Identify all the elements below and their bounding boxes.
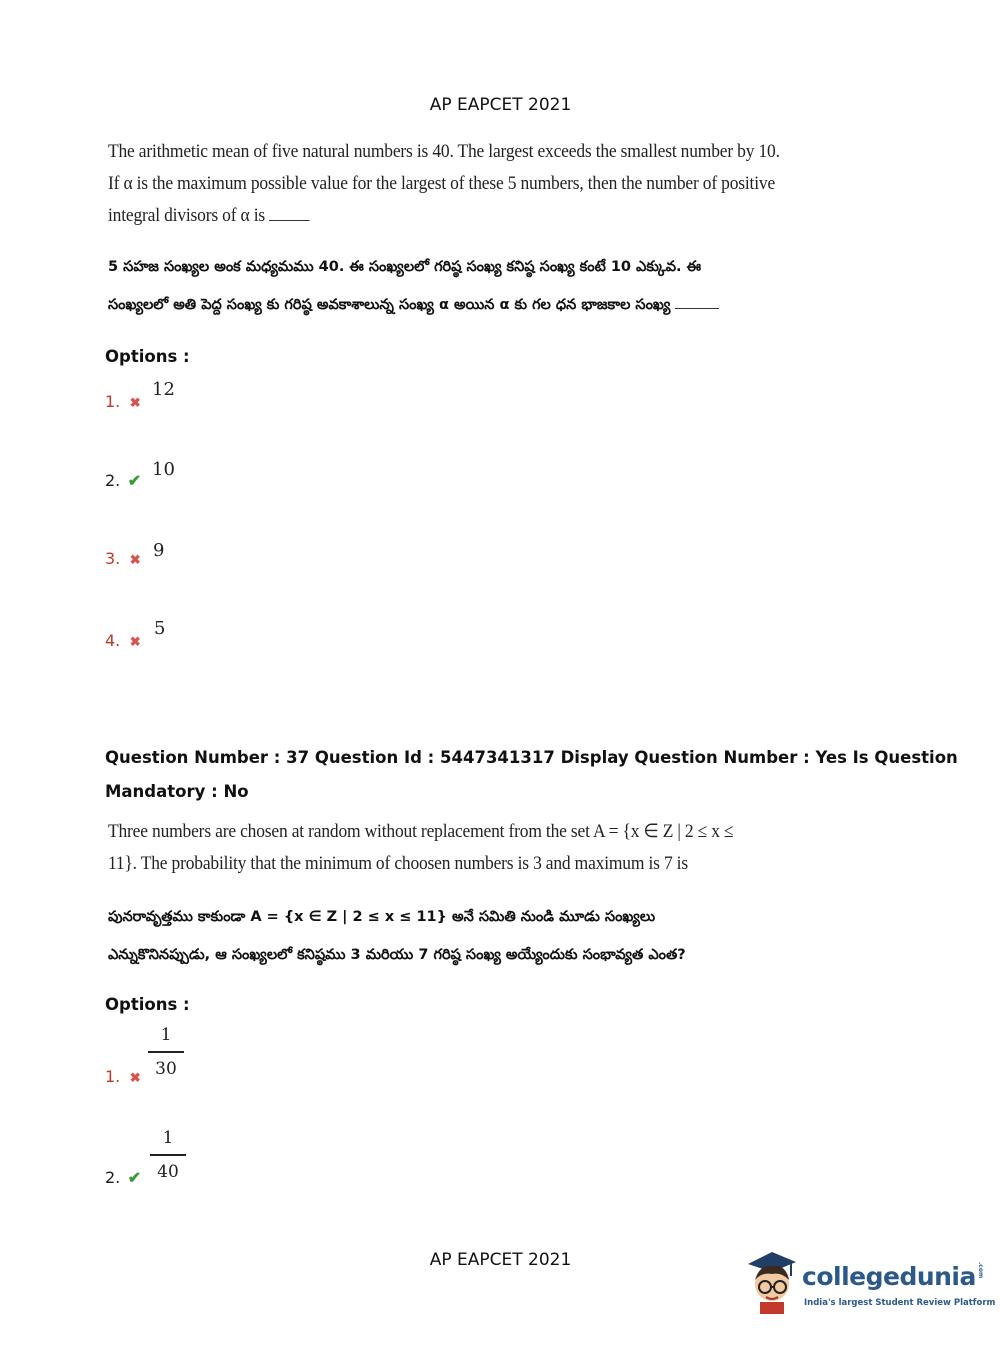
q36-english-line-3: integral divisors of α is (108, 205, 266, 226)
q37-telugu-line-2: ఎన్నుకొనినప్పుడు, ఆ సంఖ్యలలో కనిష్ఠము 3 మరియు 7 గరిష్ఠ సంఖ్య అయ్యేందుకు సంభావ్యత ఎంత? (108, 947, 686, 963)
answer-blank (675, 307, 719, 309)
check-icon: ✔ (127, 1170, 142, 1187)
option-number: 2. (105, 1168, 121, 1187)
q36-option-4 (105, 631, 141, 651)
cross-icon: ✖ (129, 634, 141, 649)
q37-meta-line-1: Question Number : 37 Question Id : 5447341317 Display Question Number : Yes Is Question (105, 748, 958, 767)
q36-option-2 (105, 471, 141, 491)
page-header: AP EAPCET 2021 (429, 95, 572, 115)
logo-wordmark: collegedunia (802, 1262, 976, 1291)
q36-option-3 (105, 549, 141, 569)
q37-option-1-fraction (148, 1025, 184, 1079)
collegedunia-logo (742, 1250, 996, 1314)
fraction-numerator: 1 (162, 1128, 174, 1148)
q37-options-label: Options : (105, 995, 190, 1014)
q36-option-4-value: 5 (154, 618, 166, 639)
q36-english-line-1: The arithmetic mean of five natural numbers is 40. The largest exceeds the smallest number by 10. (108, 141, 780, 162)
q37-meta-line-2: Mandatory : No (105, 782, 249, 801)
q37-english-line-2: 11}. The probability that the minimum of choosen numbers is 3 and maximum is 7 is (108, 853, 688, 874)
q37-option-2 (105, 1168, 141, 1188)
q36-option-2-value: 10 (152, 459, 175, 480)
option-number: 4. (105, 631, 121, 650)
option-number: 3. (105, 549, 121, 568)
check-icon: ✔ (127, 473, 142, 490)
fraction-numerator: 1 (160, 1025, 172, 1045)
cross-icon: ✖ (129, 552, 141, 567)
logo-tagline: India's largest Student Review Platform (804, 1298, 996, 1308)
option-number: 1. (105, 1067, 121, 1086)
fraction-denominator: 30 (155, 1058, 177, 1079)
q36-telugu (108, 248, 728, 324)
q37-telugu-line-1: పునరావృత్తము కాకుండా A = {x ∈ Z | 2 ≤ x ≤ 11} అనే సమితి నుండి మూడు సంఖ్యలు (108, 909, 656, 925)
logo-suffix: .com (976, 1262, 984, 1279)
option-number: 2. (105, 471, 121, 490)
option-number: 1. (105, 392, 121, 411)
q37-option-2-fraction (150, 1128, 186, 1182)
q36-option-3-value: 9 (153, 540, 165, 561)
q36-options-label: Options : (105, 347, 190, 366)
page-footer: AP EAPCET 2021 (429, 1250, 572, 1270)
cross-icon: ✖ (129, 1070, 141, 1085)
q36-english-line-2: If α is the maximum possible value for the largest of these 5 numbers, then the number of positive (108, 173, 776, 194)
q36-telugu-line-2: సంఖ్యలలో అతి పెద్ద సంఖ్య కు గరిష్ఠ అవకాశాలున్న సంఖ్య α అయిన α కు గల ధన భాజకాల సంఖ్య (108, 297, 671, 313)
answer-blank (269, 219, 309, 221)
q36-option-1 (105, 392, 141, 412)
mascot-icon (742, 1250, 802, 1314)
q36-telugu-line-1: 5 సహజ సంఖ్యల అంక మధ్యమము 40. ఈ సంఖ్యలలో గరిష్ఠ సంఖ్య కనిష్ఠ సంఖ్య కంటే 10 ఎక్కువ. ఈ (108, 259, 702, 275)
fraction-bar (150, 1154, 186, 1156)
cross-icon: ✖ (129, 395, 141, 410)
fraction-bar (148, 1051, 184, 1053)
q37-option-1 (105, 1067, 141, 1087)
q36-english (108, 136, 780, 232)
q37-telugu (108, 898, 728, 974)
q36-option-1-value: 12 (152, 379, 175, 400)
q37-english-line-1: Three numbers are chosen at random without replacement from the set A = {x ∈ Z | 2 ≤ x ≤ (108, 821, 734, 842)
fraction-denominator: 40 (157, 1161, 179, 1182)
q37-english (108, 816, 734, 880)
